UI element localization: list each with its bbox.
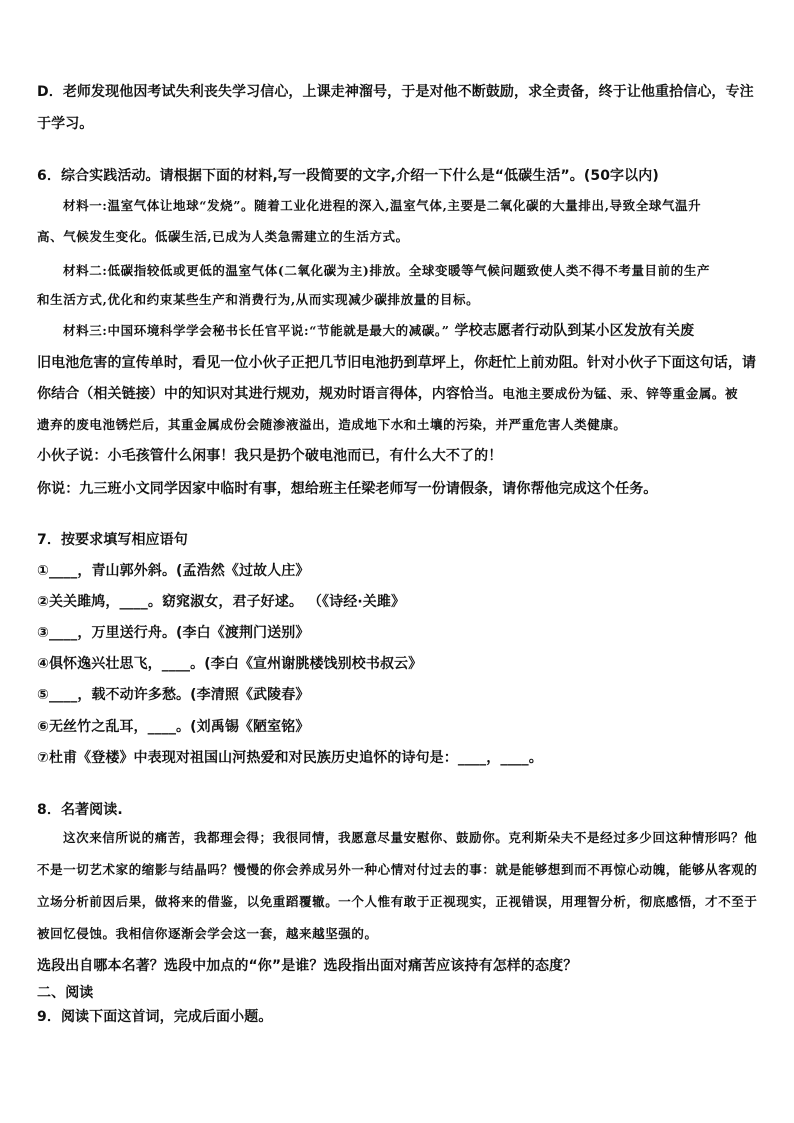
material-2-line-2: 和生活方式,优化和约束某些生产和消费行为,从而实现减少碳排放量的目标。 (37, 292, 480, 307)
material-1-line-1: 材料一:温室气体让地球“发烧”。随着工业化进程的深入,温室气体,主要是二氧化碳的大量排出,导致全球气温升 (63, 198, 702, 213)
fill-item-7: ⑦杜甫《登楼》中表现对祖国山河热爱和对民族历史追怀的诗句是：____，____。 (37, 750, 543, 766)
question-7-prompt: 7．按要求填写相应语句 (37, 532, 188, 548)
section-2-heading: 二、阅读 (37, 985, 94, 1001)
option-d-line-2: 于学习。 (37, 116, 94, 132)
material-3-quote: 材料三:中国环境科学学会秘书长任官平说:“节能就是最大的减碳。” (63, 323, 450, 338)
fill-item-3: ③____，万里送行舟。(李白《渡荆门送别》 (37, 625, 310, 641)
material-3-intro: 学校志愿者行动队到某小区发放有关废 (449, 323, 695, 339)
material-3-line-4: 遗弃的废电池锈烂后，其重金属成份会随渗液溢出，造成地下水和土壤的污染，并严重危害人类健康。 (37, 417, 627, 432)
you-say: 你说：九三班小文同学因家中临时有事，想给班主任梁老师写一份请假条，请你帮他完成这个任务。 (37, 481, 658, 497)
question-6-prompt: 6．综合实践活动。请根据下面的材料,写一段简要的文字,介绍一下什么是“低碳生活”。(50字以内) (37, 168, 659, 184)
question-8-questions: 选段出自哪本名著？选段中加点的“你”是谁？选段指出面对痛苦应该持有怎样的态度？ (37, 958, 578, 974)
young-man-says: 小伙子说：小毛孩管什么闲事！我只是扔个破电池而已，有什么大不了的！ (37, 448, 503, 464)
option-d-line-1: D．老师发现他因考试失利丧失学习信心，上课走神溜号，于是对他不断鼓励，求全责备，终于让他重拾信心，专注 (37, 84, 754, 100)
fill-item-2: ②关关雎鸠，____。窈窕淑女，君子好逑。 （《诗经·关雎》 (37, 594, 406, 610)
famous-book-passage (37, 822, 762, 950)
fill-item-4: ④俱怀逸兴壮思飞，____。(李白《宣州谢朓楼饯别校书叔云》 (37, 656, 423, 672)
material-2-line-1: 材料二:低碳指较低或更低的温室气体(二氧化碳为主)排放。全球变暖等气候问题致使人类不得不考量目前的生产 (63, 263, 711, 278)
material-3-line-3 (37, 385, 738, 403)
passage-text: 这次来信所说的痛苦，我都理会得；我很同情，我愿意尽量安慰你、鼓励你。克利斯朵夫不是经过多少回这种情形吗？他不是一切艺术家的缩影与结晶吗？慢慢的你会养成另外一种心情对付过去的事：就是能够想到而不再惊心动魄，能够从客观的立场分析前因后果，做将来的借鉴，以免重蹈覆辙。一个人惟有敢于正视现实，正视错误，用理智分析，彻底感悟，才不至于被回忆侵蚀。我相信你逐渐会学会这一套，越来越坚强的。 (37, 830, 758, 941)
material-3-instruction: 你结合（相关链接）中的知识对其进行规劝，规劝时语言得体，内容恰当。 (37, 386, 503, 402)
question-8-prompt: 8．名著阅读. (37, 802, 123, 818)
fill-item-5: ⑤____，载不动许多愁。(李清照《武陵春》 (37, 687, 310, 703)
fill-item-1: ①____，青山郭外斜。(孟浩然《过故人庄》 (37, 563, 310, 579)
fill-item-6: ⑥无丝竹之乱耳，____。(刘禹锡《陋室铭》 (37, 719, 310, 735)
related-link-text: 电池主要成份为锰、汞、锌等重金属。被 (502, 386, 739, 401)
material-3-line-1 (63, 322, 694, 340)
material-3-line-2: 旧电池危害的宣传单时，看见一位小伙子正把几节旧电池扔到草坪上，你赶忙上前劝阻。针对小伙子下面这句话，请 (37, 355, 757, 371)
question-9-prompt: 9．阅读下面这首词，完成后面小题。 (37, 1009, 273, 1025)
material-1-line-2: 高、气候发生变化。低碳生活,已成为人类急需建立的生活方式。 (37, 229, 409, 244)
